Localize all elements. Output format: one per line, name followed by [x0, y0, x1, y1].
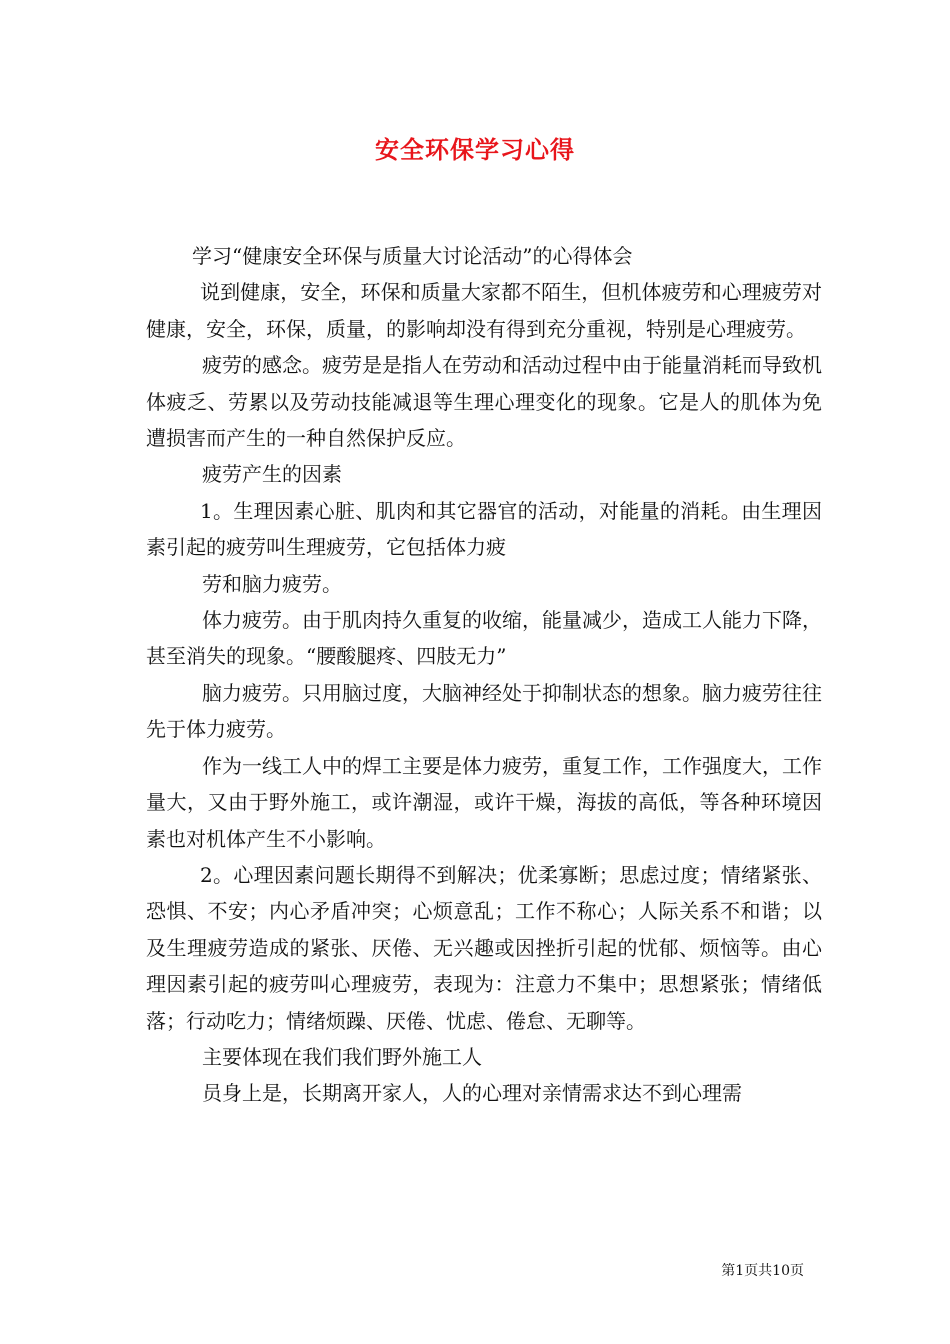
paragraph-mental-fatigue: 脑力疲劳。只用脑过度，大脑神经处于抑制状态的想象。脑力疲劳往往先于体力疲劳。: [146, 680, 822, 742]
paragraph-subtitle: 学习“健康安全环保与质量大讨论活动”的心得体会: [192, 244, 633, 268]
paragraph-physical-fatigue: 体力疲劳。由于肌肉持久重复的收缩，能量减少，造成工人能力下降，甚至消失的现象。“腰酸腿疼、四肢无力”: [146, 608, 822, 669]
document-body: [146, 238, 822, 1112]
paragraph-welder-fatigue: 作为一线工人中的焊工主要是体力疲劳，重复工作，工作强度大，工作量大，又由于野外施工，或许潮湿，或许干燥，海拔的高低，等各种环境因素也对机体产生不小影响。: [146, 753, 822, 851]
paragraph-fatigue-concept: 疲劳的感念。疲劳是是指人在劳动和活动过程中由于能量消耗而导致机体疲乏、劳累以及劳动技能减退等生理心理变化的现象。它是人的肌体为免遭损害而产生的一种自然保护反应。: [146, 353, 822, 451]
page-number-footer: 第1页共10页: [721, 1263, 804, 1279]
paragraph-intro: 说到健康，安全，环保和质量大家都不陌生，但机体疲劳和心理疲劳对健康，安全，环保，质量，的影响却没有得到充分重视，特别是心理疲劳。: [146, 280, 822, 341]
paragraph-physiological-continued: 劳和脑力疲劳。: [202, 571, 342, 596]
paragraph-field-workers: 主要体现在我们我们野外施工人: [202, 1044, 482, 1069]
paragraph-fatigue-factors-heading: 疲劳产生的因素: [202, 462, 342, 487]
document-title: 安全环保学习心得: [375, 135, 575, 164]
paragraph-physiological-factors: 1。生理因素心脏、肌肉和其它器官的活动，对能量的消耗。由生理因素引起的疲劳叫生理疲劳，它包括体力疲: [146, 498, 822, 560]
paragraph-psychological-factors: 2。心理因素问题长期得不到解决；优柔寡断；思虑过度；情绪紧张、恐惧、不安；内心矛盾冲突；心烦意乱；工作不称心；人际关系不和谐；以及生理疲劳造成的紧张、厌倦、无兴趣或因挫折引起的忧郁、烦恼等。由心理因素引起的疲劳叫心理疲劳，表现为：注意力不集中；思想紧张；情绪低落；行动吃力；情绪烦躁、厌倦、忧虑、倦怠、无聊等。: [146, 862, 822, 1033]
paragraph-field-workers-continued: 员身上是，长期离开家人，人的心理对亲情需求达不到心理需: [202, 1081, 742, 1106]
